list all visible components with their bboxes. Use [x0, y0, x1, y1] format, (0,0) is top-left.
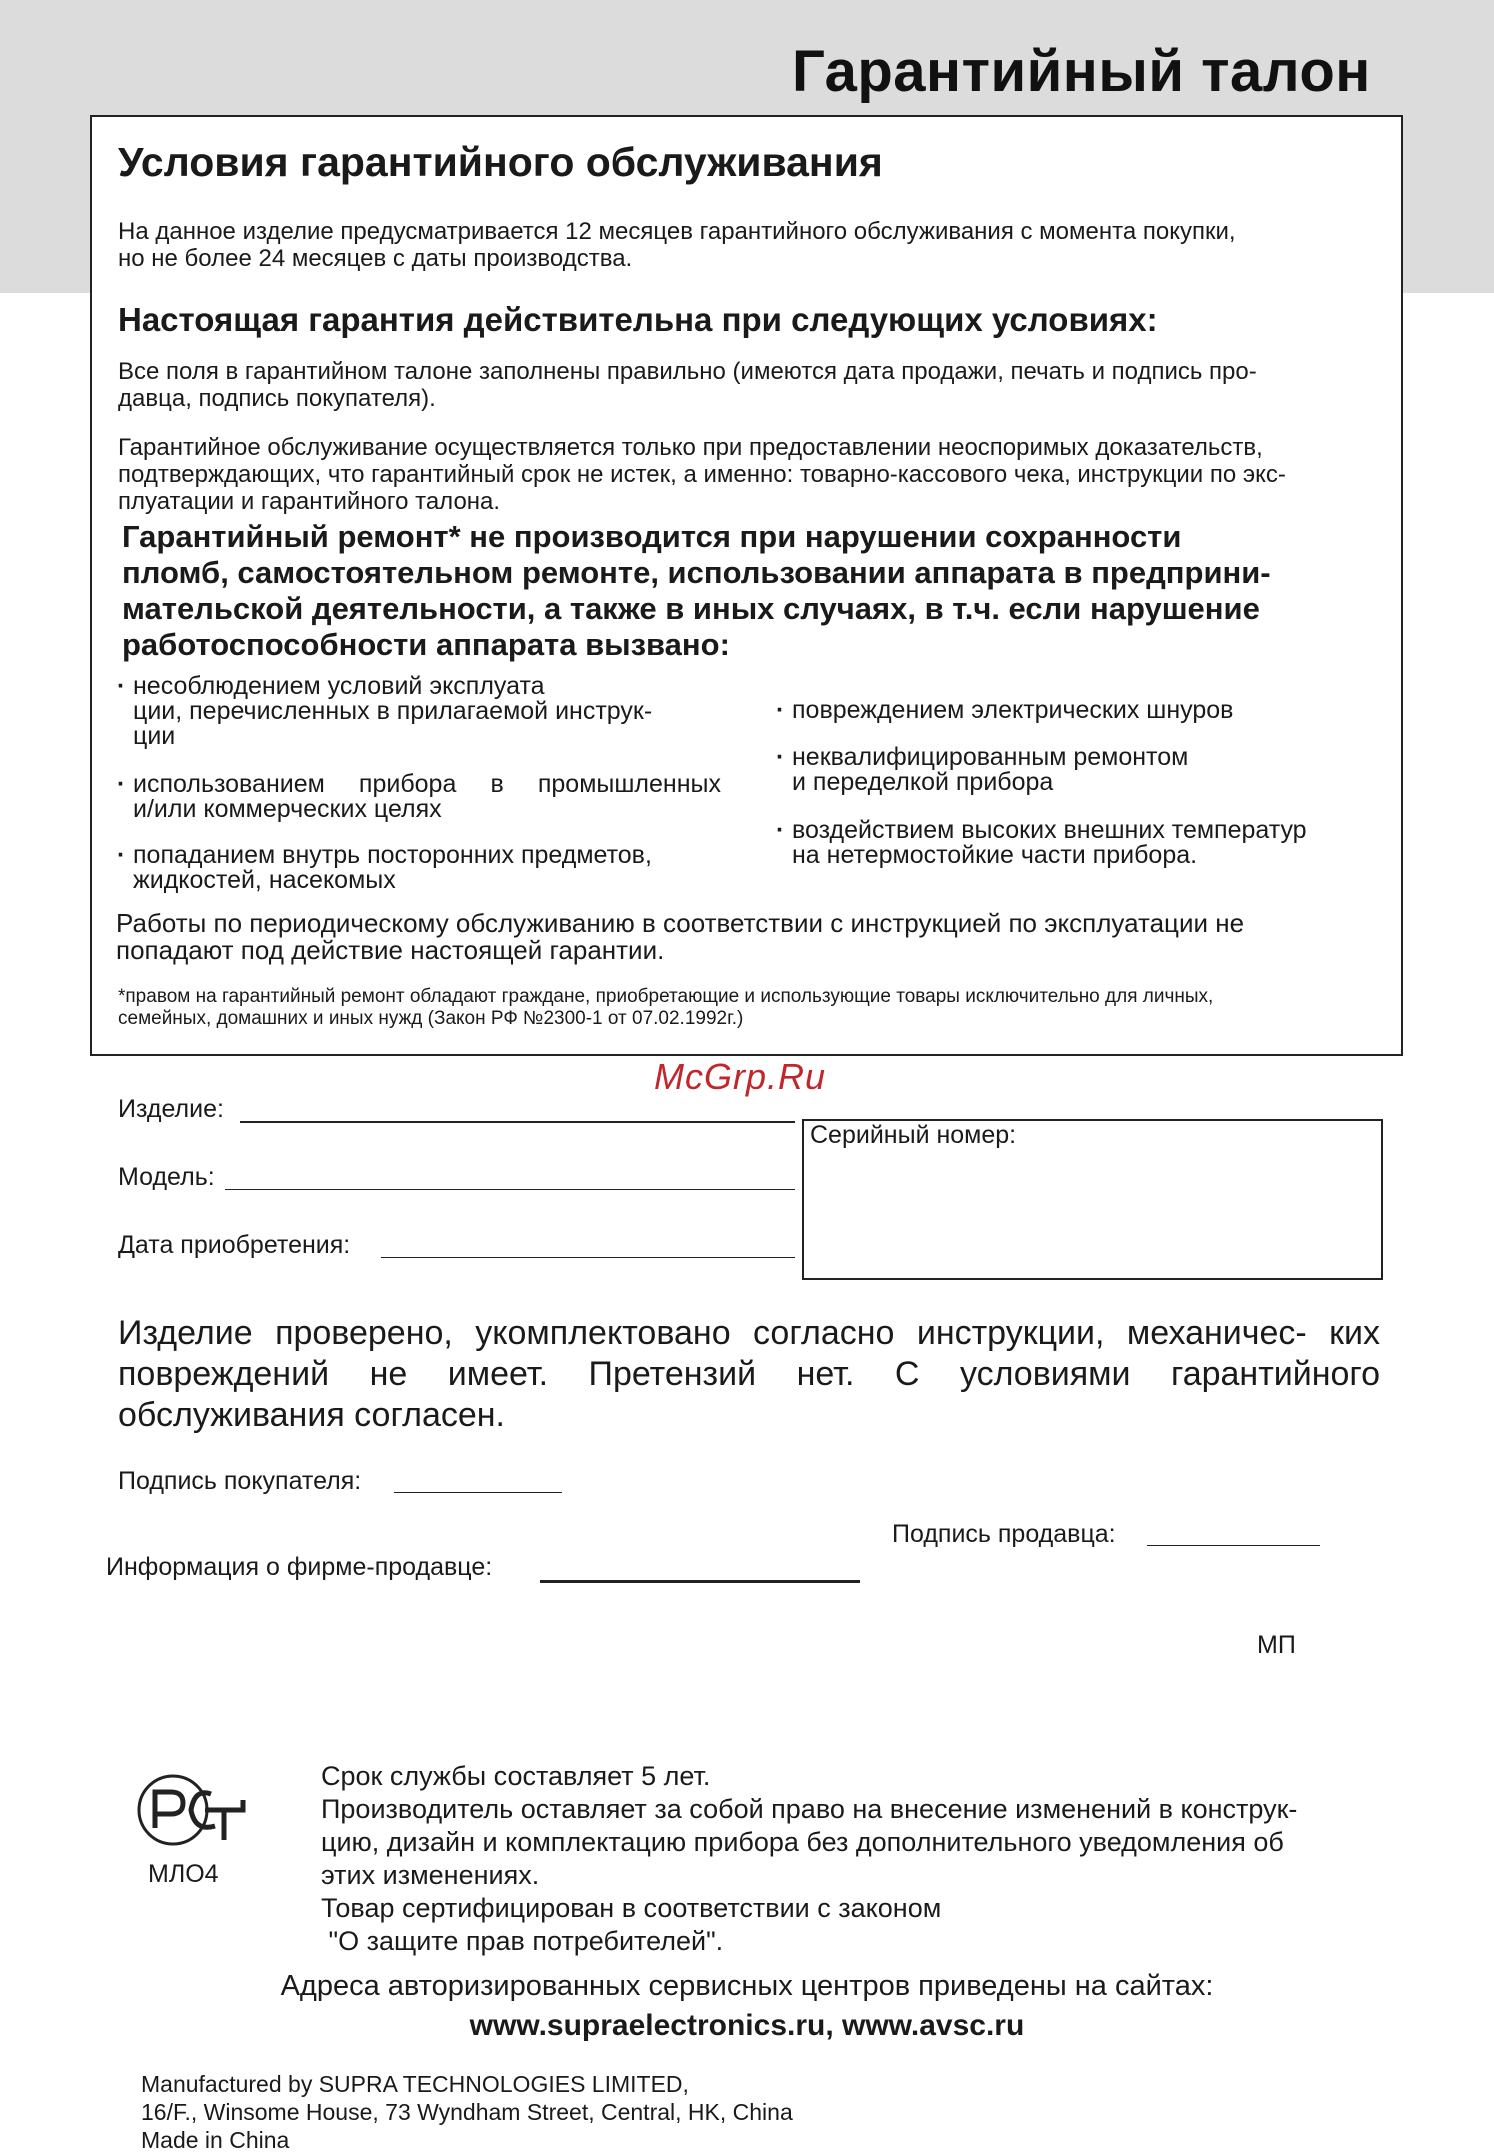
para1-line-2: давца, подпись покупателя).	[118, 385, 436, 412]
buyer-signature-line[interactable]	[394, 1492, 562, 1493]
exclusion-line-3: мательской деятельности, а также в иных случаях, в т.ч. если нарушение	[122, 591, 1260, 626]
service-urls[interactable]: www.supraelectronics.ru, www.avsc.ru	[469, 2009, 1025, 2042]
para2-line-2: подтверждающих, что гарантийный срок не истек, а именно: товарно-кассового чека, инструкции по экс-	[118, 461, 1286, 488]
exclusion-line-1: Гарантийный ремонт* не производится при нарушении сохранности	[122, 519, 1182, 554]
product-label: Изделие:	[118, 1095, 224, 1123]
model-label: Модель:	[118, 1163, 215, 1191]
certification-code: МЛО4	[148, 1860, 219, 1888]
manufacturer-line-1: Manufactured by SUPRA TECHNOLOGIES LIMITED,	[141, 2071, 689, 2097]
bullet-dot-icon: ·	[117, 672, 126, 700]
model-input-line[interactable]	[225, 1189, 795, 1190]
certification-text	[321, 1760, 1297, 1958]
changes-line-3: этих изменениях.	[321, 1860, 540, 1890]
changes-line-1: Производитель оставляет за собой право на внесение изменений в конструк-	[321, 1794, 1298, 1824]
watermark: McGrp.Ru	[654, 1056, 827, 1097]
service-life-line: Срок службы составляет 5 лет.	[321, 1761, 711, 1791]
product-input-line[interactable]	[240, 1121, 795, 1123]
exclusion-line-4: работоспособности аппарата вызвано:	[122, 627, 730, 662]
para2-line-1: Гарантийное обслуживание осуществляется только при предоставлении неоспоримых доказательств,	[118, 434, 1263, 461]
exclusion-line-2: пломб, самостоятельном ремонте, использовании аппарата в предприни-	[122, 555, 1271, 590]
intro-line-2: но не более 24 месяцев с даты производства.	[118, 245, 633, 272]
changes-line-2: цию, дизайн и комплектацию прибора без дополнительного уведомления об	[321, 1827, 1284, 1857]
purchase-date-input-line[interactable]	[381, 1257, 795, 1258]
maintenance-line-2: попадают под действие настоящей гарантии.	[116, 935, 665, 965]
footnote-line-2: семейных, домашних и иных нужд (Закон РФ №2300-1 от 07.02.1992г.)	[118, 1008, 744, 1029]
bullet-dot-icon: ·	[117, 841, 126, 869]
certified-line-1: Товар сертифицирован в соответствии с законом	[321, 1893, 942, 1923]
valid-heading: Настоящая гарантия действительна при следующих условиях:	[118, 301, 1158, 338]
seller-info-line[interactable]	[540, 1580, 860, 1583]
bullet-dot-icon: ·	[776, 696, 785, 724]
seller-signature-line[interactable]	[1147, 1545, 1320, 1546]
manufacturer-info	[141, 2070, 793, 2154]
serial-label: Серийный номер:	[810, 1121, 1017, 1149]
serial-number-box[interactable]	[802, 1119, 1383, 1280]
seller-info-label: Информация о фирме-продавце:	[106, 1553, 493, 1581]
manufacturer-line-2: 16/F., Winsome House, 73 Wyndham Street, Central, HK, China	[141, 2099, 793, 2125]
certified-line-2: "О защите прав потребителей".	[321, 1926, 724, 1956]
intro-line-1: На данное изделие предусматривается 12 месяцев гарантийного обслуживания с момента покупки,	[118, 218, 1236, 245]
footnote-line-1: *правом на гарантийный ремонт обладают граждане, приобретающие и использующие товары исключительно для личных,	[118, 986, 1214, 1007]
buyer-signature-label: Подпись покупателя:	[118, 1467, 362, 1495]
purchase-date-label: Дата приобретения:	[118, 1231, 351, 1259]
para1-line-1: Все поля в гарантийном талоне заполнены правильно (имеются дата продажи, печать и подпись про-	[118, 358, 1257, 385]
manufacturer-line-3: Made in China	[141, 2127, 290, 2153]
bullet-dot-icon: ·	[117, 770, 126, 798]
bullet-dot-icon: ·	[776, 816, 785, 844]
rst-certification-icon	[135, 1770, 250, 1850]
para2-line-3: плуатации и гарантийного талона.	[118, 488, 501, 515]
acceptance-statement: Изделие проверено, укомплектовано согласно инструкции, механичес- ких повреждений не имеет. Претензий нет. С условиями гарантийного обслуживания согласен.	[118, 1314, 1380, 1434]
stamp-label: МП	[1257, 1631, 1296, 1659]
page-title: Гарантийный талон	[792, 39, 1371, 104]
seller-signature-label: Подпись продавца:	[892, 1520, 1116, 1548]
service-centers-line: Адреса авторизированных сервисных центров приведены на сайтах:	[280, 1970, 1214, 2002]
bullet-dot-icon: ·	[776, 743, 785, 771]
maintenance-line-1: Работы по периодическому обслуживанию в соответствии с инструкцией по эксплуатации не	[116, 908, 1245, 938]
conditions-heading: Условия гарантийного обслуживания	[118, 139, 883, 185]
